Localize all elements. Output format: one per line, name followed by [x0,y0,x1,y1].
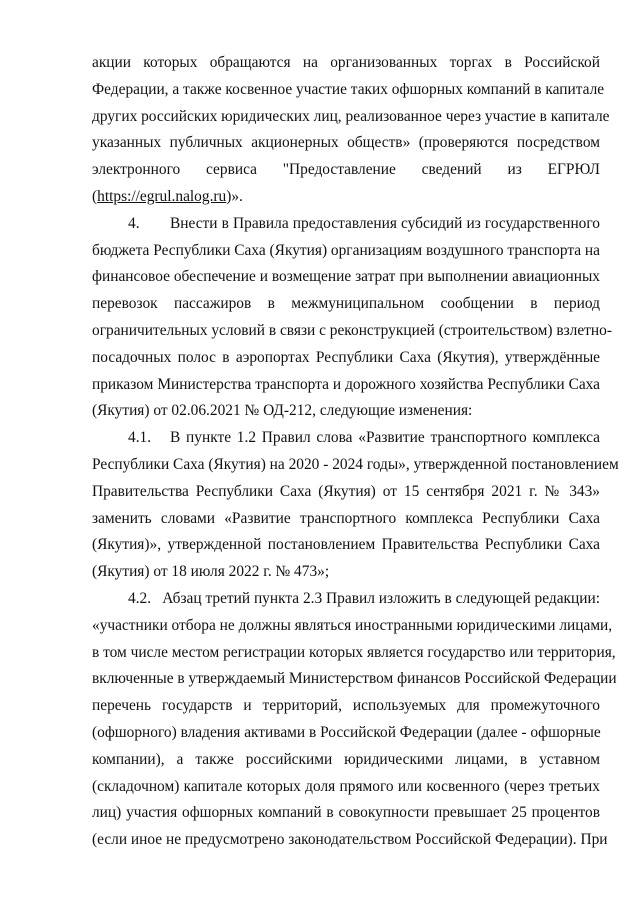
text-line: включенные в утверждаемый Министерством финансов Российской Федерации [92,670,617,688]
text-line: лиц) участия офшорных компаний в совокупности превышает 25 процентов [92,804,600,822]
paragraph-continuation [92,50,610,211]
text-line: (офшорного) владения активами в Российской Федерации (далее - офшорные [92,723,601,741]
text-line: в том числе местом регистрации которых является государство или территория, [92,643,616,661]
text-line: (Якутия) от 02.06.2021 № ОД-212, следующие изменения: [92,402,473,420]
text-line: Республики Саха (Якутия) на 2020 - 2024 годы», утвержденной постановлением [92,455,619,473]
document-page [92,50,619,854]
text-line: компании), а также российскими юридическими лицами, в уставном [92,750,600,768]
item-number: 4. [128,214,140,232]
text-line: бюджета Республики Саха (Якутия) организациям воздушного транспорта на [92,241,601,259]
text-line: акции которых обращаются на организованных торгах в Российской [92,54,600,71]
paren-close: )». [226,187,243,205]
text-line [92,425,600,452]
text-line-body: Внести в Правила предоставления субсидий из государственного [170,214,600,232]
text-line: заменить словами «Развитие транспортного комплекса Республики Саха [92,509,600,527]
text-line: финансовое обеспечение и возмещение затрат при выполнении авиационных [92,268,600,286]
text-line: перевозок пассажиров в межмуниципальном сообщении в период [92,295,600,313]
text-line [92,184,600,211]
word: из [507,161,522,179]
paragraph-item-4-1 [92,425,619,586]
text-line-body: В пункте 1.2 Правил слова «Развитие транспортного комплекса [170,429,600,447]
text-line-spread [92,157,600,184]
text-line: указанных публичных акционерных обществ» (проверяются посредством [92,134,600,152]
text-line-body: Абзац третий пункта 2.3 Правил изложить в следующей редакции: [162,589,600,607]
paren-open: ( [92,187,98,205]
text-line: посадочных полос в аэропортах Республики Саха (Якутия), утверждённые [92,348,600,366]
paragraph-item-4 [92,211,612,425]
item-number: 4.1. [128,429,152,447]
word: ЕГРЮЛ [547,161,600,179]
word: сведений [421,161,482,179]
text-line: «участники отбора не должны являться иностранными юридическими лицами, [92,616,613,634]
text-line: (складочном) капитале которых доля прямого или косвенного (через третьих [92,777,600,795]
text-line: Правительства Республики Саха (Якутия) от 15 сентября 2021 г. № 343» [92,482,600,500]
text-line: (если иное не предусмотрено законодательством Российской Федерации). При [92,831,608,849]
text-line [92,211,600,238]
word: сервиса [206,161,257,179]
text-line: (Якутия) от 18 июля 2022 г. № 473»; [92,563,330,581]
text-line: (Якутия)», утвержденной постановлением Правительства Республики Саха [92,536,600,554]
text-line: других российских юридических лиц, реализованное через участие в капитале [92,107,610,125]
text-line: перечень государств и территорий, используемых для промежуточного [92,697,600,715]
word: электронного [92,161,181,179]
text-line: приказом Министерства транспорта и дорожного хозяйства Республики Саха [92,375,600,393]
word: "Предоставление [282,161,396,179]
text-line [92,586,600,613]
text-line: ограничительных условий в связи с реконструкцией (строительством) взлетно- [92,321,612,339]
text-line: Федерации, а также косвенное участие таких офшорных компаний в капитале [92,80,605,98]
egrul-link[interactable]: https://egrul.nalog.ru [97,187,227,205]
paragraph-item-4-2 [92,586,617,854]
item-number: 4.2. [128,589,152,607]
